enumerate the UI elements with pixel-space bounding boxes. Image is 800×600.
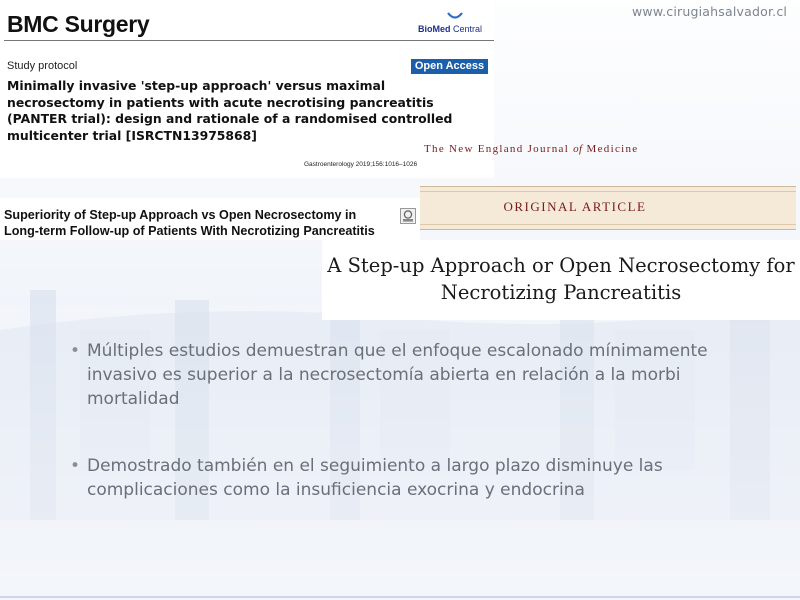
list-item (70, 340, 770, 411)
nejm-article-title: A Step-up Approach or Open Necrosectomy for Necrotizing Pancreatitis (327, 254, 795, 304)
biomed-central-wordmark: BioMed Central (418, 24, 483, 34)
bmc-article-clipping (0, 0, 494, 178)
bullet-icon: • (70, 341, 81, 361)
bullet-text: Múltiples estudios demuestran que el enfoque escalonado mínimamente invasivo es superior a la necrosectomía abierta en relación a la morbi mortalidad (87, 341, 708, 409)
bmc-journal-title: BMC Surgery (7, 11, 150, 37)
nejm-article-clipping (322, 240, 800, 320)
list-item (70, 455, 770, 503)
gastro-citation: Gastroenterology 2019;156:1016–1026 (304, 161, 418, 168)
nejm-masthead: The New England Journal of Medicine (424, 143, 639, 155)
nejm-section-label: ORIGINAL ARTICLE (503, 199, 647, 214)
biomed-central-logo (418, 10, 486, 36)
bullet-icon: • (70, 456, 81, 477)
crossmark-icon (400, 208, 416, 224)
bottom-divider (0, 596, 800, 598)
article-type-label: Study protocol (7, 60, 78, 72)
open-access-badge: Open Access (411, 59, 488, 74)
bmc-article-title: Minimally invasive 'step-up approach' versus maximal necrosectomy in patients with acute necrotising pancreatitis (PANTER trial): design and rationale of a randomised controlled multicenter trial [ISRCTN13975868] (7, 78, 453, 143)
bmc-header-divider (4, 40, 494, 41)
bullet-text: Demostrado también en el seguimiento a largo plazo disminuye las complicaciones como la insuficiencia exocrina y endocrina (87, 456, 663, 501)
biomed-central-logo-icon (418, 10, 486, 24)
nejm-section-band (420, 186, 796, 230)
gastro-article-clipping (0, 198, 420, 240)
bullet-list (70, 340, 770, 503)
site-url: www.cirugiahsalvador.cl (632, 4, 788, 19)
gastro-article-title: Superiority of Step-up Approach vs Open Necrosectomy in Long-term Follow-up of Patients With Necrotizing Pancreatitis (4, 208, 375, 238)
